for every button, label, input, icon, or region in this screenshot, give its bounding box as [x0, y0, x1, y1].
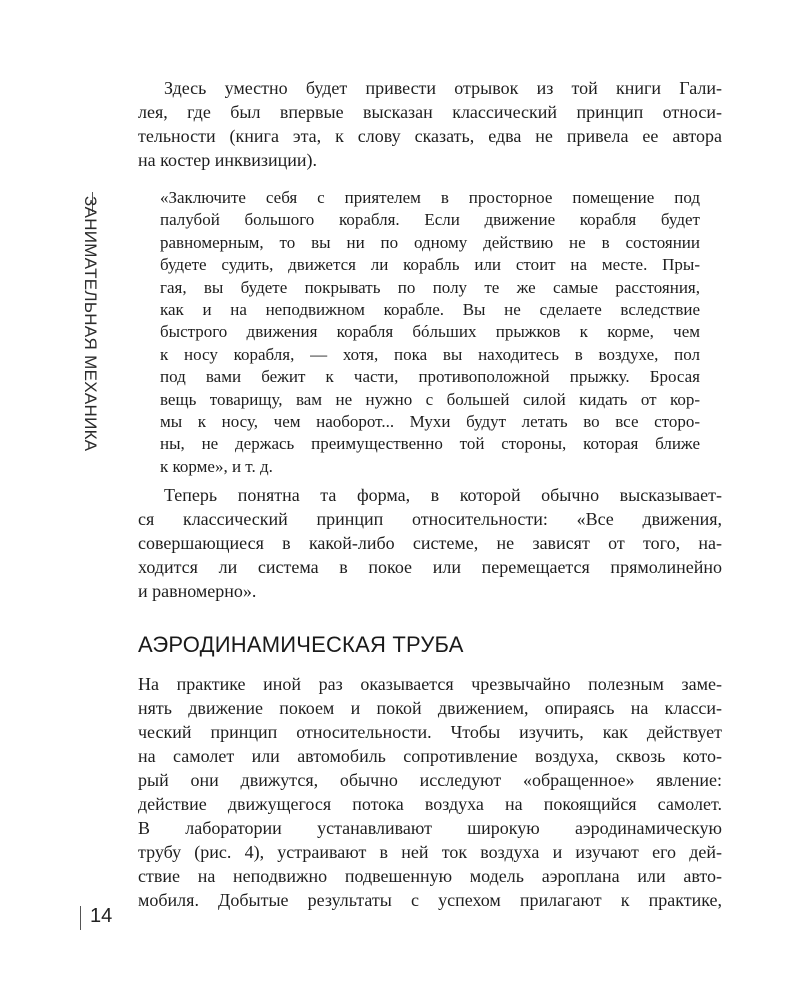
text-line: тельности (книга эта, к слову сказать, едва не привела ее автора [138, 126, 722, 146]
text-line: и равномерно». [138, 581, 257, 601]
intro-paragraph [138, 76, 722, 172]
page-number: 14 [90, 905, 113, 927]
section-heading: АЭРОДИНАМИЧЕСКАЯ ТРУБА [138, 632, 464, 657]
followup-paragraph [138, 483, 722, 603]
text-line: На практике иной раз оказывается чрезвычайно полезным заме- [138, 674, 722, 694]
text-line: ческий принцип относительности. Чтобы изучить, как действует [138, 722, 722, 742]
text-line: Теперь понятна та форма, в которой обычно высказывает- [164, 485, 722, 505]
quote-line: равномерным, то вы ни по одному действию не в состоянии [160, 232, 700, 252]
text-line: на костер инквизиции). [138, 150, 318, 170]
quote-line: ны, не держась преимущественно той стороны, которая ближе [160, 434, 700, 454]
text-line: совершающиеся в какой-либо системе, не зависят от того, на- [138, 533, 722, 553]
quote-line: палубой большого корабля. Если движение корабля будет [160, 210, 700, 230]
text-line: ся классический принцип относительности: «Все движения, [138, 509, 722, 529]
quote-line: будете судить, движется ли корабль или стоит на месте. Пры- [160, 255, 700, 275]
quote-line: «Заключите себя с приятелем в просторное помещение под [160, 188, 700, 207]
quote-line: под вами бежит к части, противоположной прыжку. Бросая [160, 367, 700, 387]
section-paragraph [138, 672, 722, 912]
text-line: нять движение покоем и покой движением, опираясь на класси- [138, 698, 722, 718]
text-line: ствие на неподвижно подвешенную модель аэроплана или авто- [138, 866, 722, 886]
quote-line: к корме», и т. д. [160, 456, 273, 476]
text-line: В лаборатории устанавливают широкую аэродинамическую [138, 818, 722, 838]
text-line: трубу (рис. 4), устраивают в ней ток воздуха и изучают его дей- [138, 842, 722, 862]
text-line: мобиля. Добытые результаты с успехом прилагают к практике, [138, 890, 722, 910]
text-line: Здесь уместно будет привести отрывок из той книги Гали- [164, 78, 722, 98]
text-line: на самолет или автомобиль сопротивление воздуха, сквозь кото- [138, 746, 722, 766]
quote-line: быстрого движения корабля бóльших прыжков к корме, чем [160, 322, 700, 342]
quote-line: мы к носу, чем наоборот... Мухи будут летать во все сторо- [160, 412, 700, 432]
text-line: действие движущегося потока воздуха на покоящийся самолет. [138, 794, 722, 814]
galileo-quote [160, 187, 700, 478]
quote-line: к носу корабля, — хотя, пока вы находитесь в воздухе, пол [160, 344, 700, 364]
text-line: лея, где был впервые высказан классический принцип относи- [138, 102, 722, 122]
text-line: ходится ли система в покое или перемещается прямолинейно [138, 557, 722, 577]
quote-line: гая, вы будете покрывать по полу те же самые расстояния, [160, 277, 700, 297]
page-number-rule [80, 906, 81, 930]
running-title: ЗАНИМАТЕЛЬНАЯ МЕХАНИКА [81, 196, 100, 452]
quote-line: как и на неподвижном корабле. Вы не сделаете вследствие [160, 300, 700, 320]
text-line: рый они движутся, обычно исследуют «обращенное» явление: [138, 770, 722, 790]
quote-line: вещь товарищу, вам не нужно с большей силой кидать от кор- [160, 389, 700, 409]
